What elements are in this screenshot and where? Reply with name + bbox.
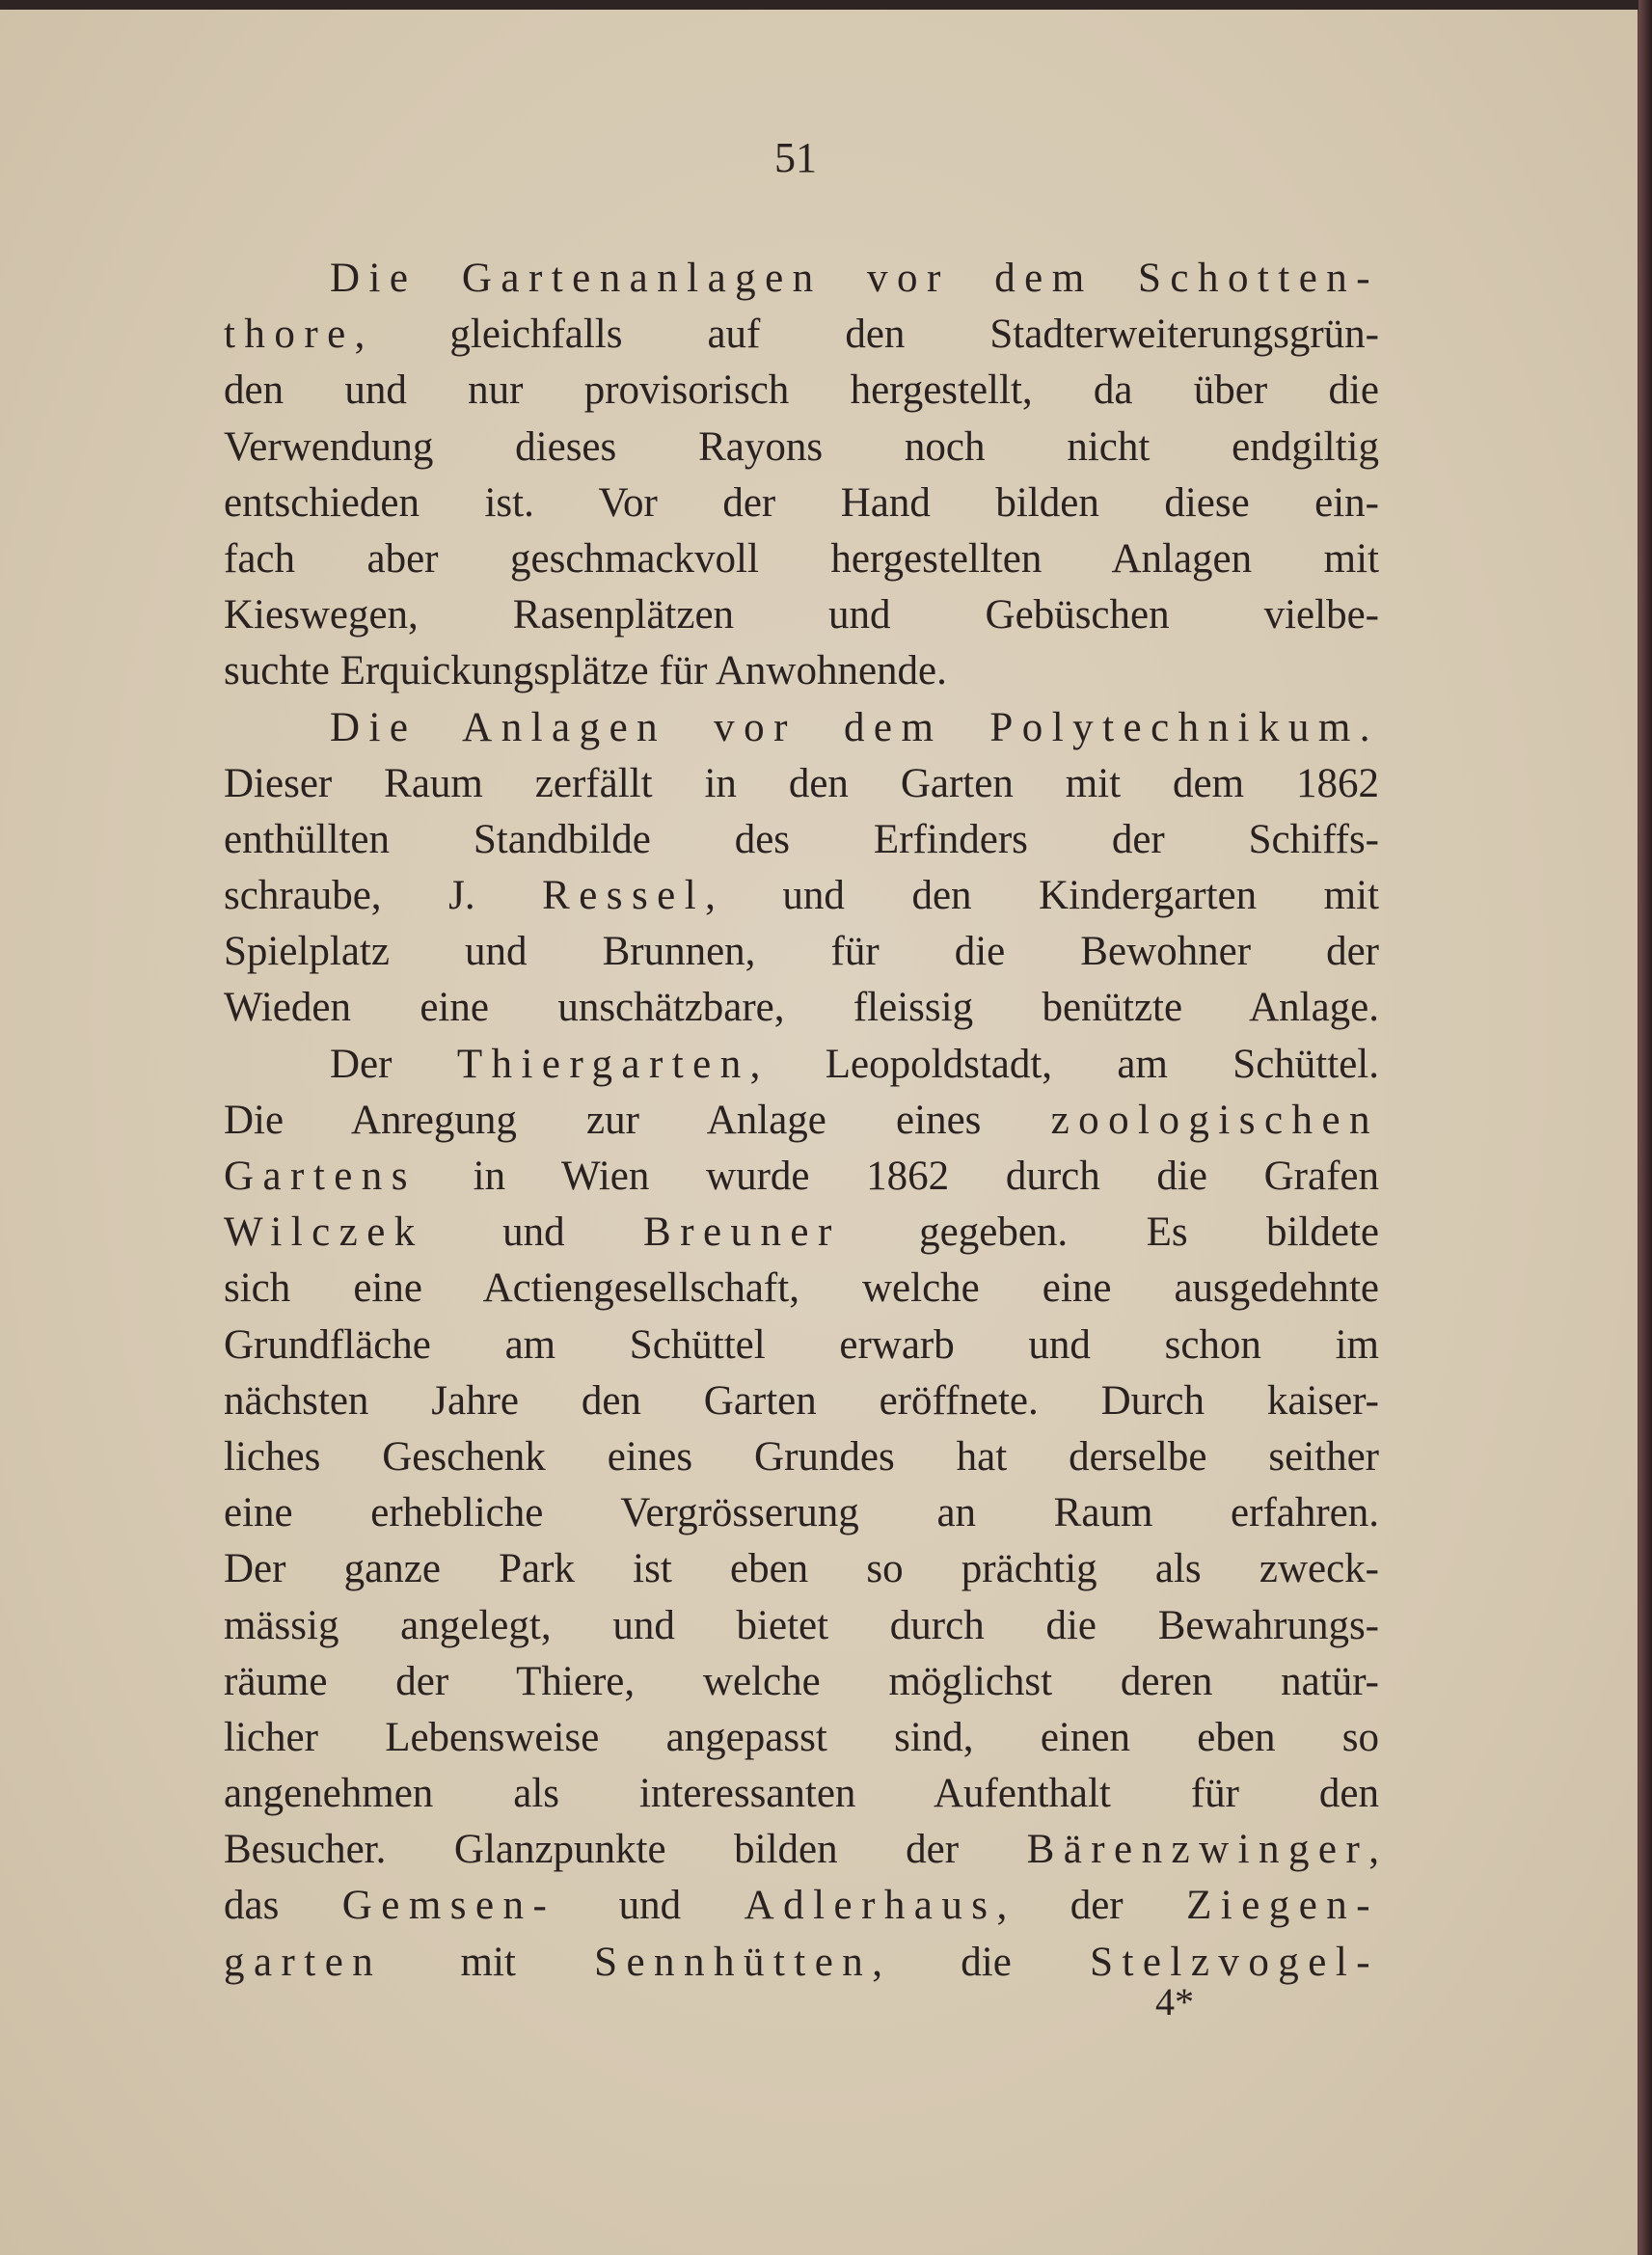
text-line	[224, 1598, 1379, 1654]
text-line	[224, 307, 1379, 363]
text-line	[224, 812, 1379, 868]
spaced-emphasis-text: Gemsen-	[341, 1883, 556, 1929]
text-segment: Wieden eine unschätzbare, fleissig benützte Anlage.	[224, 985, 1379, 1031]
text-segment: das	[224, 1883, 342, 1929]
text-line	[224, 1205, 1379, 1261]
text-line	[224, 420, 1379, 475]
spaced-emphasis-text: Bärenzwinger	[1026, 1827, 1369, 1873]
spaced-emphasis-text: garten	[224, 1939, 383, 1985]
text-line	[224, 1766, 1379, 1822]
text-line	[224, 363, 1379, 419]
page-number: 51	[774, 134, 817, 181]
spaced-emphasis-text: thore	[224, 312, 355, 358]
text-segment: , der	[996, 1883, 1187, 1929]
text-segment: liches Geschenk eines Grundes hat derselbe seither	[224, 1433, 1379, 1480]
text-line	[224, 1822, 1379, 1878]
text-line	[224, 1878, 1379, 1934]
text-line	[224, 756, 1379, 812]
text-line	[224, 1541, 1379, 1597]
text-segment: Kieswegen, Rasenplätzen und Gebüschen vielbe-	[224, 592, 1379, 638]
spaced-emphasis-text: Thiergarten	[456, 1041, 750, 1087]
text-segment: und	[555, 1883, 745, 1929]
text-line	[224, 1654, 1379, 1710]
spaced-emphasis-text: Wilczek	[224, 1209, 424, 1256]
body-text	[224, 251, 1379, 1991]
text-segment: Besucher. Glanzpunkte bilden der	[224, 1827, 1027, 1873]
text-line	[224, 1485, 1379, 1541]
book-page	[0, 10, 1643, 2255]
text-segment: Grundfläche am Schüttel erwarb und schon im	[224, 1321, 1379, 1368]
text-segment: Die Anregung zur Anlage eines	[224, 1097, 1051, 1143]
text-segment: enthüllten Standbilde des Erfinders der Schiffs-	[224, 816, 1379, 862]
spaced-emphasis-text: Die Anlagen vor dem Polytechnikum.	[330, 704, 1379, 750]
text-segment: eine erhebliche Vergrösserung an Raum erfahren.	[224, 1490, 1379, 1536]
spaced-emphasis-text: Ressel	[542, 873, 706, 919]
text-segment: suchte Erquickungsplätze für Anwohnende.	[224, 648, 947, 694]
text-segment: licher Lebensweise angepasst sind, einen eben so	[224, 1714, 1379, 1760]
text-line	[224, 1373, 1379, 1429]
text-line	[224, 1037, 1379, 1093]
text-segment: ,	[1368, 1827, 1379, 1873]
text-segment: schraube, J.	[224, 873, 543, 919]
text-line	[224, 1710, 1379, 1766]
text-line	[224, 924, 1379, 980]
text-line	[224, 251, 1379, 307]
text-line	[224, 980, 1379, 1036]
text-segment: Dieser Raum zerfällt in den Garten mit dem 1862	[224, 760, 1379, 806]
text-segment: , und den Kindergarten mit	[705, 873, 1379, 919]
text-segment: Der	[330, 1041, 457, 1087]
spaced-emphasis-text: Breuner	[643, 1209, 841, 1256]
text-line	[224, 1261, 1379, 1317]
text-segment: und	[423, 1209, 644, 1256]
text-segment: in Wien wurde 1862 durch die Grafen	[416, 1154, 1379, 1199]
text-segment: angenehmen als interessanten Aufenthalt für den	[224, 1771, 1379, 1817]
text-segment: sich eine Actiengesellschaft, welche eine ausgedehnte	[224, 1265, 1379, 1312]
text-segment: gegeben. Es bildete	[840, 1209, 1379, 1256]
signature-mark: 4*	[1155, 1980, 1194, 2024]
text-line	[224, 475, 1379, 531]
text-line	[224, 643, 1379, 699]
text-segment: den und nur provisorisch hergestellt, da über die	[224, 367, 1379, 414]
text-segment: Spielplatz und Brunnen, für die Bewohner der	[224, 929, 1379, 975]
spaced-emphasis-text: Stelzvogel-	[1090, 1939, 1379, 1985]
spaced-emphasis-text: Adlerhaus	[744, 1883, 997, 1929]
text-segment: mässig angelegt, und bietet durch die Bewahrungs-	[224, 1602, 1379, 1648]
text-segment: mit	[382, 1939, 595, 1985]
spaced-emphasis-text: Die Gartenanlagen vor dem Schotten-	[330, 256, 1379, 301]
spaced-emphasis-text: Sennhütten	[594, 1939, 873, 1985]
text-line	[224, 1093, 1379, 1149]
book-edge	[1638, 0, 1652, 2255]
text-line	[224, 531, 1379, 587]
text-line	[224, 868, 1379, 924]
text-segment: räume der Thiere, welche möglichst deren natür-	[224, 1658, 1379, 1704]
text-segment: , Leopoldstadt, am Schüttel.	[749, 1041, 1379, 1087]
text-segment: nächsten Jahre den Garten eröffnete. Durch kaiser-	[224, 1377, 1379, 1424]
text-line	[224, 700, 1379, 756]
text-line	[224, 1935, 1379, 1991]
text-line	[224, 1429, 1379, 1485]
spaced-emphasis-text: Gartens	[224, 1154, 417, 1199]
spaced-emphasis-text: zoologischen	[1050, 1097, 1379, 1143]
text-segment: Der ganze Park ist eben so prächtig als zweck-	[224, 1546, 1379, 1592]
spaced-emphasis-text: Ziegen-	[1186, 1883, 1379, 1929]
text-segment: fach aber geschmackvoll hergestellten Anlagen mit	[224, 535, 1379, 582]
text-segment: , die	[872, 1939, 1091, 1985]
text-line	[224, 1149, 1379, 1205]
text-line	[224, 587, 1379, 643]
text-segment: , gleichfalls auf den Stadterweiterungsgrün-	[354, 312, 1379, 358]
text-line	[224, 1318, 1379, 1373]
text-segment: entschieden ist. Vor der Hand bilden diese ein-	[224, 479, 1379, 526]
text-segment: Verwendung dieses Rayons noch nicht endgiltig	[224, 423, 1379, 470]
